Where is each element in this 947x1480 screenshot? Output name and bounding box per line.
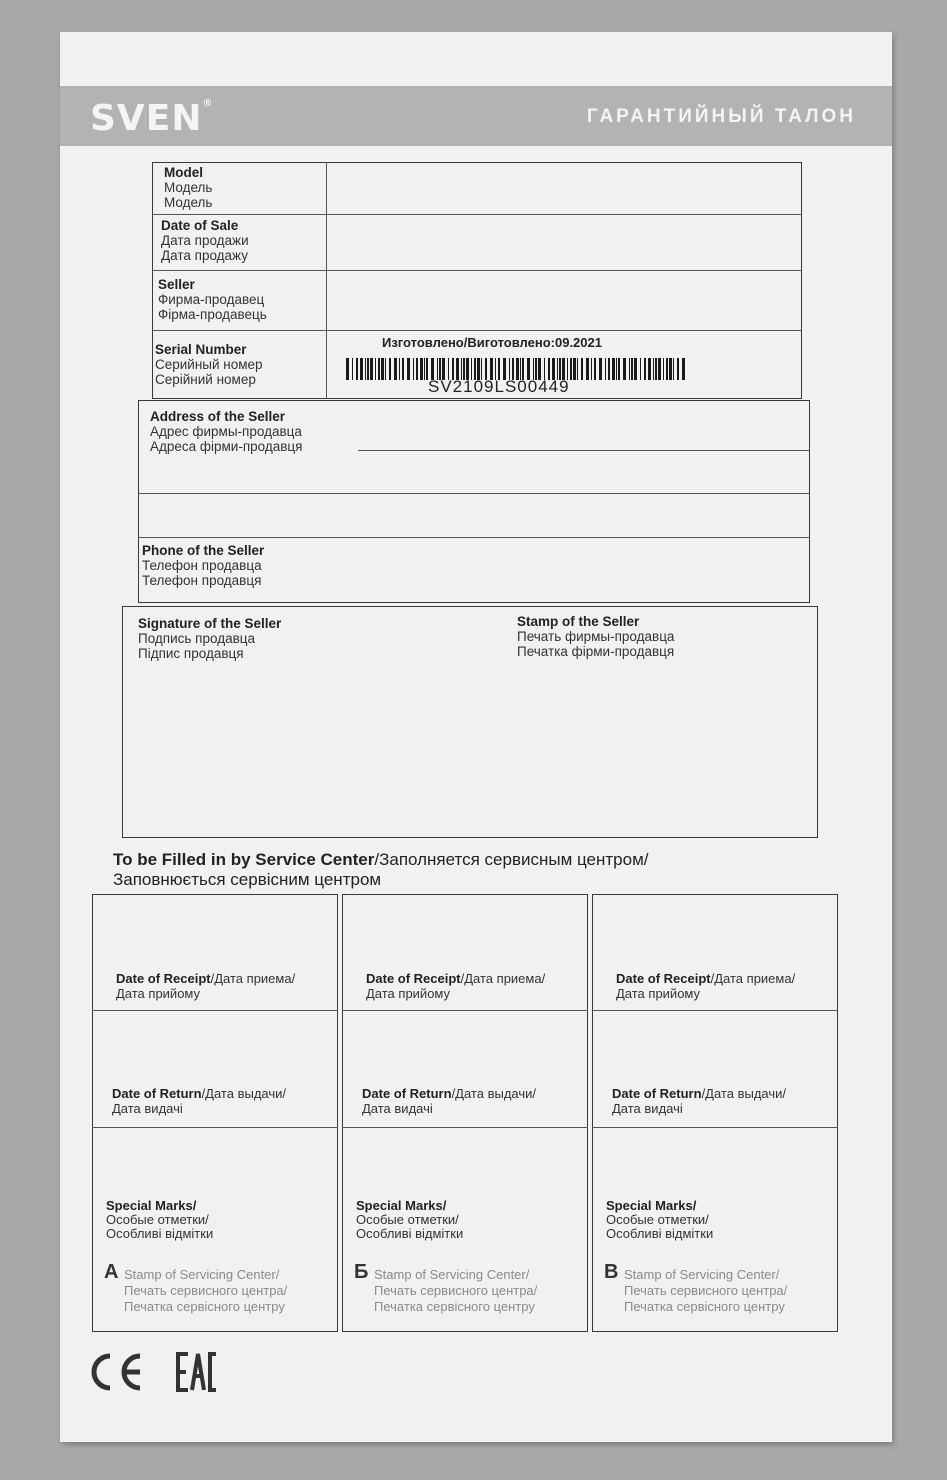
special-marks-label: Special Marks/ Особые отметки/ Особливі відмітки — [606, 1198, 714, 1241]
servicing-stamp-label: Stamp of Servicing Center/ Печать сервисного центра/ Печатка сервісного центру — [124, 1267, 288, 1314]
page-title: ГАРАНТИЙНЫЙ ТАЛОН — [586, 106, 856, 127]
service-center-title: To be Filled in by Service Center/Заполняется сервисным центром/ Заповнюється сервісним центром — [113, 850, 649, 889]
manufacture-date: Изготовлено/Виготовлено:09.2021 — [382, 335, 602, 350]
servicing-stamp-label: Stamp of Servicing Center/ Печать сервисного центра/ Печатка сервісного центру — [374, 1267, 538, 1314]
ce-mark-icon — [94, 1356, 140, 1388]
sven-logo: SVEN® — [90, 98, 214, 139]
column-letter: Б — [354, 1261, 369, 1283]
date-of-sale-label: Date of Sale Дата продажи Дата продажу — [161, 218, 249, 263]
serial-number-value: SV2109LS00449 — [428, 377, 570, 396]
signature-label: Signature of the Seller Подпись продавца Підпис продавця — [138, 616, 282, 661]
eac-mark-icon — [178, 1354, 216, 1390]
stamp-label: Stamp of the Seller Печать фирмы-продавца Печатка фірми-продавця — [517, 614, 675, 659]
phone-label: Phone of the Seller Телефон продавца Телефон продавця — [142, 543, 265, 588]
date-of-return-label: Date of Return/Дата выдачи/ Дата видачі — [612, 1086, 786, 1116]
address-label: Address of the Seller Адрес фирмы-продавца Адреса фірми-продавця — [150, 409, 303, 454]
special-marks-label: Special Marks/ Особые отметки/ Особливі відмітки — [356, 1198, 464, 1241]
servicing-stamp-label: Stamp of Servicing Center/ Печать сервисного центра/ Печатка сервісного центру — [624, 1267, 788, 1314]
date-of-receipt-label: Date of Receipt/Дата приема/ Дата прийому — [366, 971, 546, 1001]
date-of-return-label: Date of Return/Дата выдачи/ Дата видачі — [112, 1086, 286, 1116]
special-marks-label: Special Marks/ Особые отметки/ Особливі відмітки — [106, 1198, 214, 1241]
date-of-receipt-label: Date of Receipt/Дата приема/ Дата прийому — [616, 971, 796, 1001]
column-letter: A — [104, 1261, 119, 1283]
seller-label: Seller Фирма-продавец Фірма-продавець — [158, 277, 267, 322]
date-of-receipt-label: Date of Receipt/Дата приема/ Дата прийому — [116, 971, 296, 1001]
serial-number-label: Serial Number Серийный номер Серійний номер — [155, 342, 263, 387]
date-of-return-label: Date of Return/Дата выдачи/ Дата видачі — [362, 1086, 536, 1116]
certification-marks — [88, 1350, 228, 1394]
header-bar — [60, 86, 892, 146]
model-label: Model Модель Модель — [164, 165, 213, 210]
column-letter: В — [604, 1261, 619, 1283]
warranty-card — [60, 32, 892, 1442]
